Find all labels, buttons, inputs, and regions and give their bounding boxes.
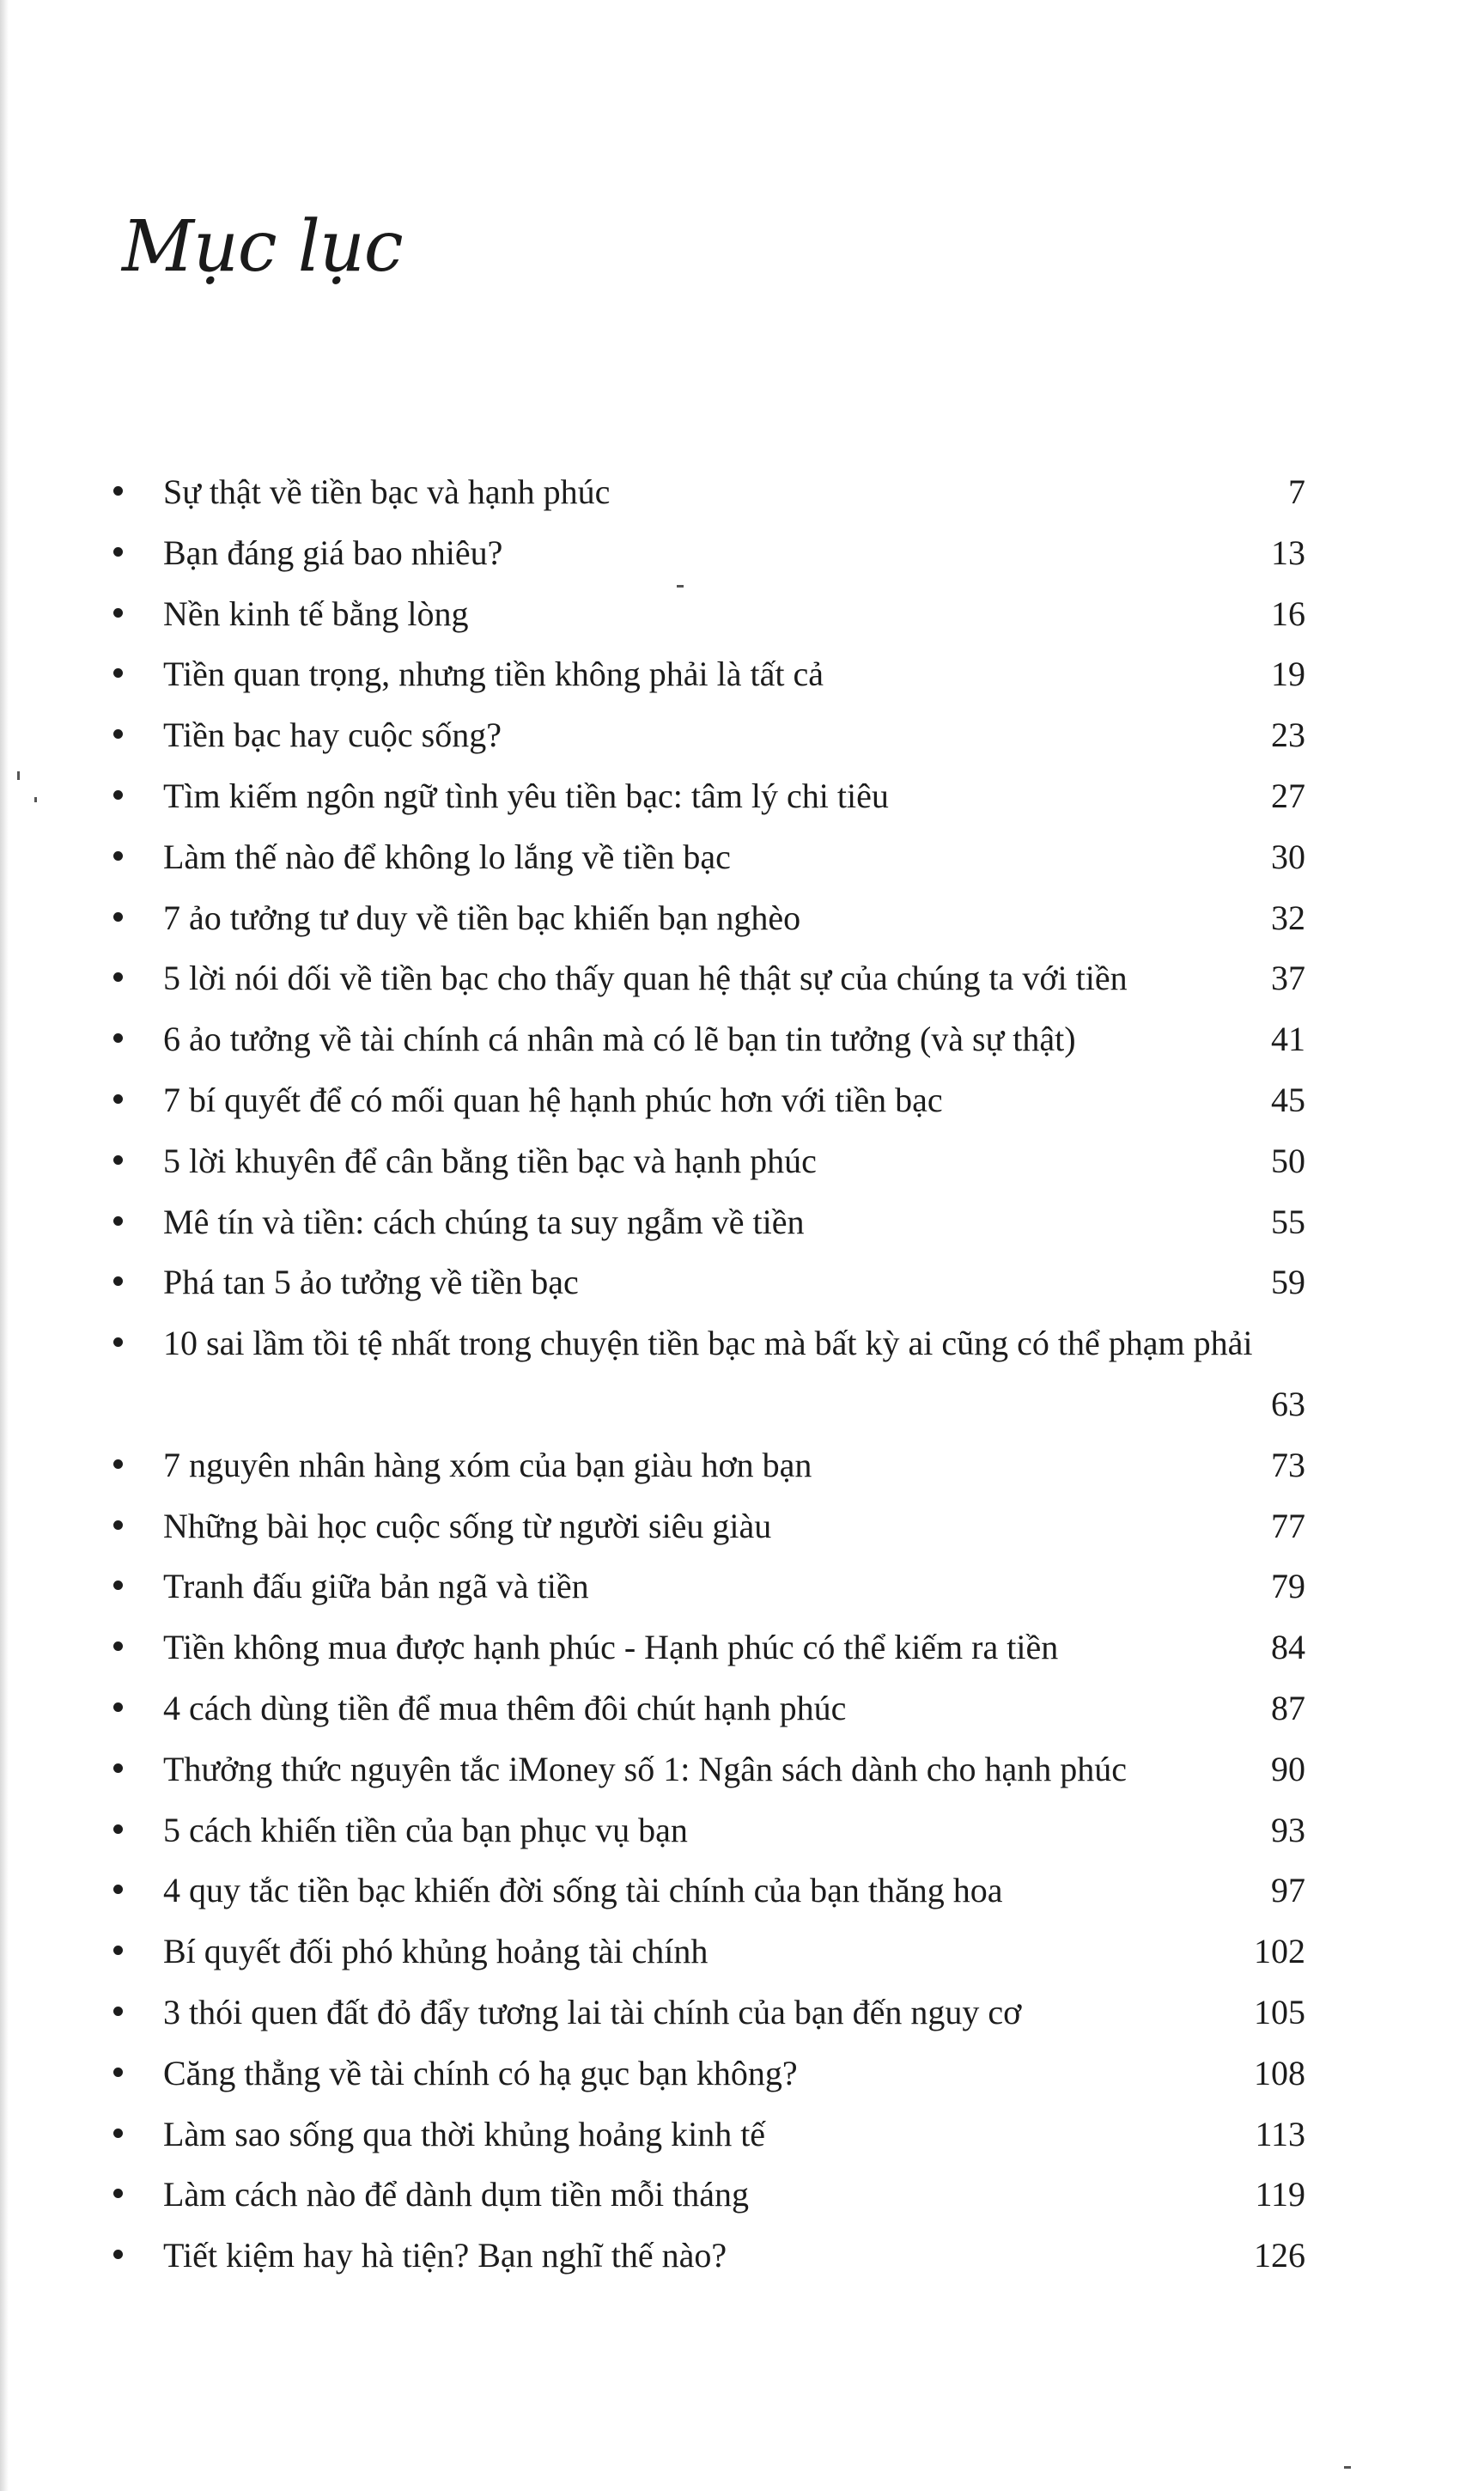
toc-entry-page-number: 113 [1255, 2114, 1305, 2153]
toc-entry [0, 462, 1484, 523]
toc-entry [0, 1678, 1484, 1739]
bullet-icon [113, 2129, 123, 2138]
toc-entry-page-number: 63 [1271, 1384, 1305, 1423]
bullet-icon [113, 1946, 123, 1955]
toc-entry-page-number: 7 [1288, 472, 1305, 511]
toc-entry [0, 2043, 1484, 2104]
toc-entry-title: 7 nguyên nhân hàng xóm của bạn giàu hơn bạn [163, 1445, 812, 1484]
bullet-icon [113, 1763, 123, 1773]
bullet-icon [113, 790, 123, 800]
toc-entry-title: Tranh đấu giữa bản ngã và tiền [163, 1567, 589, 1606]
bullet-icon [113, 1155, 123, 1165]
toc-entry-page-number: 108 [1254, 2053, 1305, 2092]
toc-entry [0, 2165, 1484, 2226]
toc-entry-title: 7 ảo tưởng tư duy về tiền bạc khiến bạn nghèo [163, 898, 801, 937]
toc-entry-page-number: 41 [1271, 1020, 1305, 1059]
bullet-icon [113, 851, 123, 861]
toc-entry-title: Những bài học cuộc sống từ người siêu giàu [163, 1506, 772, 1545]
toc-entry-page-number: 87 [1271, 1688, 1305, 1727]
toc-entry-title: Phá tan 5 ảo tưởng về tiền bạc [163, 1263, 579, 1302]
bullet-icon [113, 486, 123, 496]
toc-entry-title: Căng thẳng về tài chính có hạ gục bạn không? [163, 2053, 798, 2092]
toc-entry-title: 5 lời nói dối về tiền bạc cho thấy quan hệ thật sự của chúng ta với tiền [163, 959, 1128, 998]
toc-entry [0, 523, 1484, 584]
toc-entry [0, 1861, 1484, 1922]
bullet-icon [113, 1702, 123, 1712]
toc-entry-page-number: 59 [1271, 1263, 1305, 1302]
toc-entry-title: Sự thật về tiền bạc và hạnh phúc [163, 472, 611, 511]
toc-entry [0, 1922, 1484, 1982]
toc-entry-page-number: 37 [1271, 959, 1305, 998]
toc-entry [0, 1800, 1484, 1861]
toc-entry-page-number: 30 [1271, 837, 1305, 876]
toc-entry-title: 10 sai lầm tồi tệ nhất trong chuyện tiền bạc mà bất kỳ ai cũng có thể phạm phải [163, 1324, 1253, 1363]
toc-entry-page-number: 79 [1271, 1567, 1305, 1606]
toc-entry-page-number: 16 [1271, 594, 1305, 633]
toc-entry-page-number: 93 [1271, 1810, 1305, 1849]
bullet-icon [113, 1459, 123, 1469]
toc-entry-title: 7 bí quyết để có mối quan hệ hạnh phúc hơn với tiền bạc [163, 1080, 943, 1119]
toc-entry [0, 827, 1484, 888]
toc-entry-title: Làm cách nào để dành dụm tiền mỗi tháng [163, 2175, 750, 2214]
print-speck [1344, 2466, 1351, 2469]
toc-entry-title: Thưởng thức nguyên tắc iMoney số 1: Ngân sách dành cho hạnh phúc [163, 1749, 1128, 1788]
bullet-icon [113, 729, 123, 739]
toc-entry-title: 6 ảo tưởng về tài chính cá nhân mà có lẽ bạn tin tưởng (và sự thật) [163, 1020, 1076, 1059]
toc-entry [0, 766, 1484, 827]
toc-entry-page-number: 119 [1255, 2175, 1305, 2214]
toc-entry-page-number: 27 [1271, 776, 1305, 815]
bullet-icon [113, 1580, 123, 1590]
toc-entry-title: Nền kinh tế bằng lòng [163, 594, 469, 633]
bullet-icon [113, 1641, 123, 1651]
bullet-icon [113, 972, 123, 982]
bullet-icon [113, 1337, 123, 1347]
toc-entry-title: Tiền không mua được hạnh phúc - Hạnh phúc có thể kiếm ra tiền [163, 1628, 1059, 1667]
toc-entry [0, 1313, 1484, 1435]
bullet-icon [113, 1885, 123, 1894]
toc-entry-page-number: 126 [1254, 2236, 1305, 2275]
toc-entry [0, 1739, 1484, 1800]
table-of-contents [0, 462, 1484, 2287]
toc-entry [0, 584, 1484, 645]
toc-entry-page-number: 45 [1271, 1080, 1305, 1119]
bullet-icon [113, 1276, 123, 1286]
toc-entry-page-number: 50 [1271, 1141, 1305, 1180]
bullet-icon [113, 2189, 123, 2198]
toc-entry-page-number: 73 [1271, 1445, 1305, 1484]
toc-entry-title: 5 cách khiến tiền của bạn phục vụ bạn [163, 1810, 688, 1849]
bullet-icon [113, 547, 123, 557]
toc-entry-title: Bạn đáng giá bao nhiêu? [163, 533, 503, 572]
toc-entry [0, 888, 1484, 949]
toc-entry-page-number: 23 [1271, 716, 1305, 755]
toc-entry [0, 2226, 1484, 2287]
toc-entry [0, 1009, 1484, 1070]
bullet-icon [113, 2007, 123, 2016]
bullet-icon [113, 1824, 123, 1834]
toc-entry-page-number: 97 [1271, 1871, 1305, 1910]
toc-entry-page-number: 77 [1271, 1506, 1305, 1545]
toc-entry [0, 1556, 1484, 1617]
toc-entry-page-number: 19 [1271, 655, 1305, 694]
toc-entry-page-number: 102 [1254, 1932, 1305, 1971]
toc-entry-title: Làm sao sống qua thời khủng hoảng kinh tế [163, 2114, 766, 2153]
toc-entry-page-number: 105 [1254, 1992, 1305, 2031]
bullet-icon [113, 1216, 123, 1226]
toc-entry [0, 948, 1484, 1009]
toc-entry-title: Tiết kiệm hay hà tiện? Bạn nghĩ thế nào? [163, 2236, 727, 2275]
toc-entry [0, 1982, 1484, 2043]
toc-entry-title: Bí quyết đối phó khủng hoảng tài chính [163, 1932, 709, 1971]
toc-entry-title: 5 lời khuyên để cân bằng tiền bạc và hạnh phúc [163, 1141, 817, 1180]
toc-entry-page-number: 32 [1271, 898, 1305, 937]
toc-entry-title: Mê tín và tiền: cách chúng ta suy ngẫm về tiền [163, 1202, 805, 1241]
toc-entry [0, 1435, 1484, 1496]
toc-entry [0, 2104, 1484, 2165]
toc-entry-title: 4 cách dùng tiền để mua thêm đôi chút hạnh phúc [163, 1688, 847, 1727]
toc-entry [0, 1252, 1484, 1313]
toc-entry [0, 1617, 1484, 1678]
bullet-icon [113, 912, 123, 922]
bullet-icon [113, 2250, 123, 2259]
bullet-icon [113, 668, 123, 678]
bullet-icon [113, 608, 123, 618]
toc-entry-page-number: 90 [1271, 1749, 1305, 1788]
toc-entry [0, 1496, 1484, 1557]
toc-entry-title: 4 quy tắc tiền bạc khiến đời sống tài chính của bạn thăng hoa [163, 1871, 1003, 1910]
print-speck [34, 797, 37, 802]
toc-entry-page-number: 84 [1271, 1628, 1305, 1667]
toc-entry [0, 1131, 1484, 1192]
print-speck [17, 771, 20, 780]
bullet-icon [113, 1033, 123, 1043]
toc-entry-page-number: 13 [1271, 533, 1305, 572]
bullet-icon [113, 2068, 123, 2077]
toc-entry [0, 1070, 1484, 1131]
bullet-icon [113, 1094, 123, 1104]
toc-entry-page-number: 55 [1271, 1202, 1305, 1241]
print-speck [677, 585, 684, 588]
toc-entry [0, 1192, 1484, 1253]
page-title: Mục lục [122, 206, 403, 288]
toc-entry-title: Làm thế nào để không lo lắng về tiền bạc [163, 837, 731, 876]
toc-entry-title: Tìm kiếm ngôn ngữ tình yêu tiền bạc: tâm lý chi tiêu [163, 776, 889, 815]
toc-entry-title: Tiền bạc hay cuộc sống? [163, 716, 502, 755]
toc-entry-title: 3 thói quen đất đỏ đẩy tương lai tài chính của bạn đến nguy cơ [163, 1992, 1022, 2031]
toc-entry [0, 644, 1484, 705]
toc-entry [0, 705, 1484, 766]
toc-entry-title: Tiền quan trọng, nhưng tiền không phải là tất cả [163, 655, 824, 694]
bullet-icon [113, 1520, 123, 1530]
